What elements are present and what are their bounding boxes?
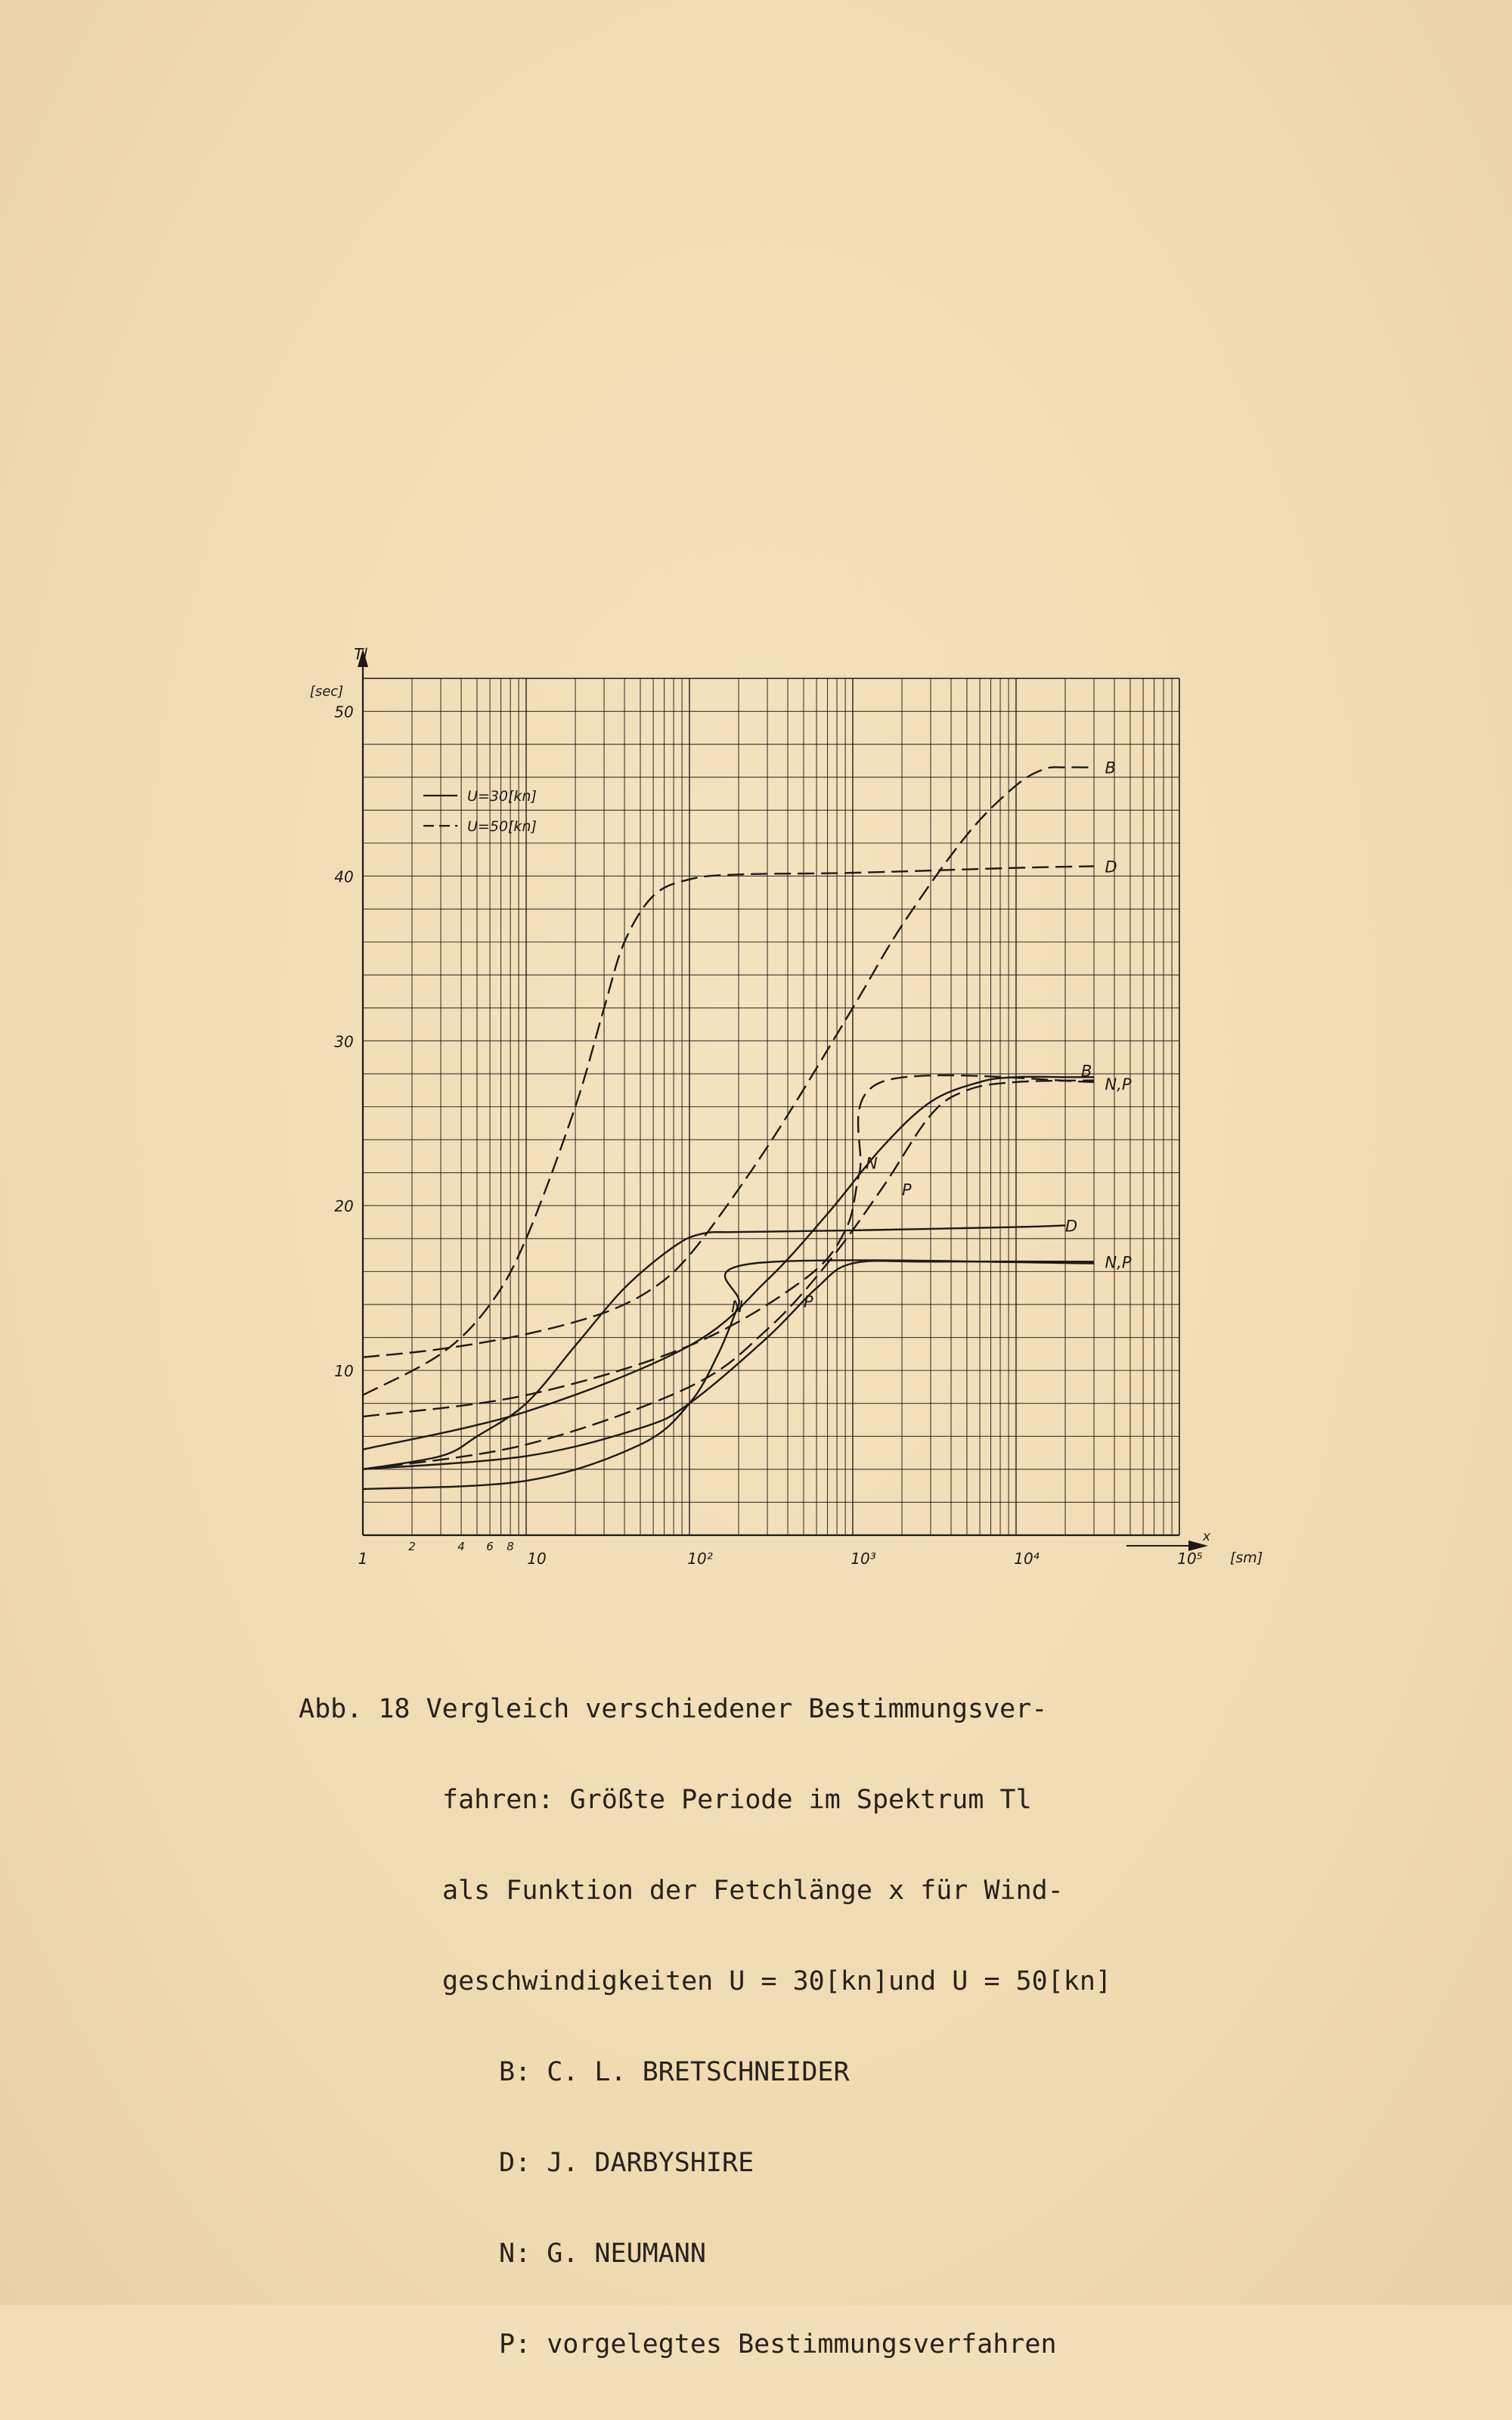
- y-axis-unit: [sec]: [309, 684, 344, 700]
- caption-line-4: geschwindigkeiten U = 30[kn]und U = 50[kn]: [442, 1966, 1112, 1996]
- caption-line-7: N: G. NEUMANN: [499, 2238, 706, 2269]
- x-tick-label: 10⁴: [1014, 1550, 1040, 1568]
- y-tick-label: 40: [334, 867, 354, 886]
- figure-caption: [299, 1634, 1281, 2420]
- legend-label: U=30[kn]: [467, 788, 537, 805]
- series-line-B-dashed: [363, 767, 1094, 1357]
- x-axis-unit: [sm]: [1230, 1550, 1263, 1566]
- x-tick-label: 8: [507, 1540, 514, 1553]
- caption-line-1: Abb. 18 Vergleich verschiedener Bestimmungsver-: [299, 1694, 1048, 1724]
- x-tick-label: 1: [358, 1550, 368, 1568]
- y-tick-label: 20: [334, 1197, 354, 1216]
- series-line-P-dashed: [363, 1081, 1094, 1469]
- x-tick-label: 4: [457, 1540, 465, 1553]
- curve-label: N: [731, 1298, 743, 1317]
- series-line-D-dashed: [363, 866, 1094, 1395]
- series-line-P-solid: [363, 1261, 1094, 1469]
- caption-line-8: P: vorgelegtes Bestimmungsverfahren: [499, 2329, 1057, 2360]
- curve-label: N,P: [1105, 1075, 1132, 1094]
- y-tick-label: 30: [334, 1032, 354, 1051]
- caption-line-5: B: C. L. BRETSCHNEIDER: [499, 2057, 850, 2087]
- x-tick-label: 10³: [850, 1550, 876, 1568]
- series-line-N-solid: [363, 1260, 1094, 1489]
- x-tick-label: 2: [408, 1540, 416, 1553]
- curve-label: B: [1080, 1062, 1092, 1081]
- curve-label: N: [866, 1154, 878, 1173]
- caption-line-3: als Funktion der Fetchlänge x für Wind-: [442, 1876, 1064, 1906]
- curve-label: D: [1065, 1217, 1078, 1236]
- x-tick-label: 10: [527, 1550, 547, 1568]
- curve-label: N,P: [1105, 1253, 1132, 1272]
- series-line-N-dashed: [363, 1075, 1094, 1416]
- y-tick-label: 50: [334, 703, 354, 721]
- y-axis-label: Tl: [354, 645, 367, 663]
- x-tick-label: 10²: [687, 1550, 713, 1568]
- curve-label: P: [902, 1181, 912, 1199]
- x-tick-label: 10⁵: [1177, 1550, 1203, 1568]
- curve-label: P: [803, 1292, 813, 1311]
- caption-line-6: D: J. DARBYSHIRE: [499, 2148, 754, 2178]
- x-tick-label: 6: [486, 1540, 494, 1553]
- x-axis-label: x: [1202, 1529, 1211, 1544]
- series-line-B-solid: [363, 1077, 1094, 1450]
- curve-label: B: [1105, 759, 1116, 777]
- caption-line-2: fahren: Größte Periode im Spektrum Tl: [442, 1785, 1032, 1815]
- curve-label: D: [1105, 858, 1117, 876]
- y-tick-label: 10: [334, 1362, 354, 1381]
- legend-label: U=50[kn]: [467, 818, 537, 835]
